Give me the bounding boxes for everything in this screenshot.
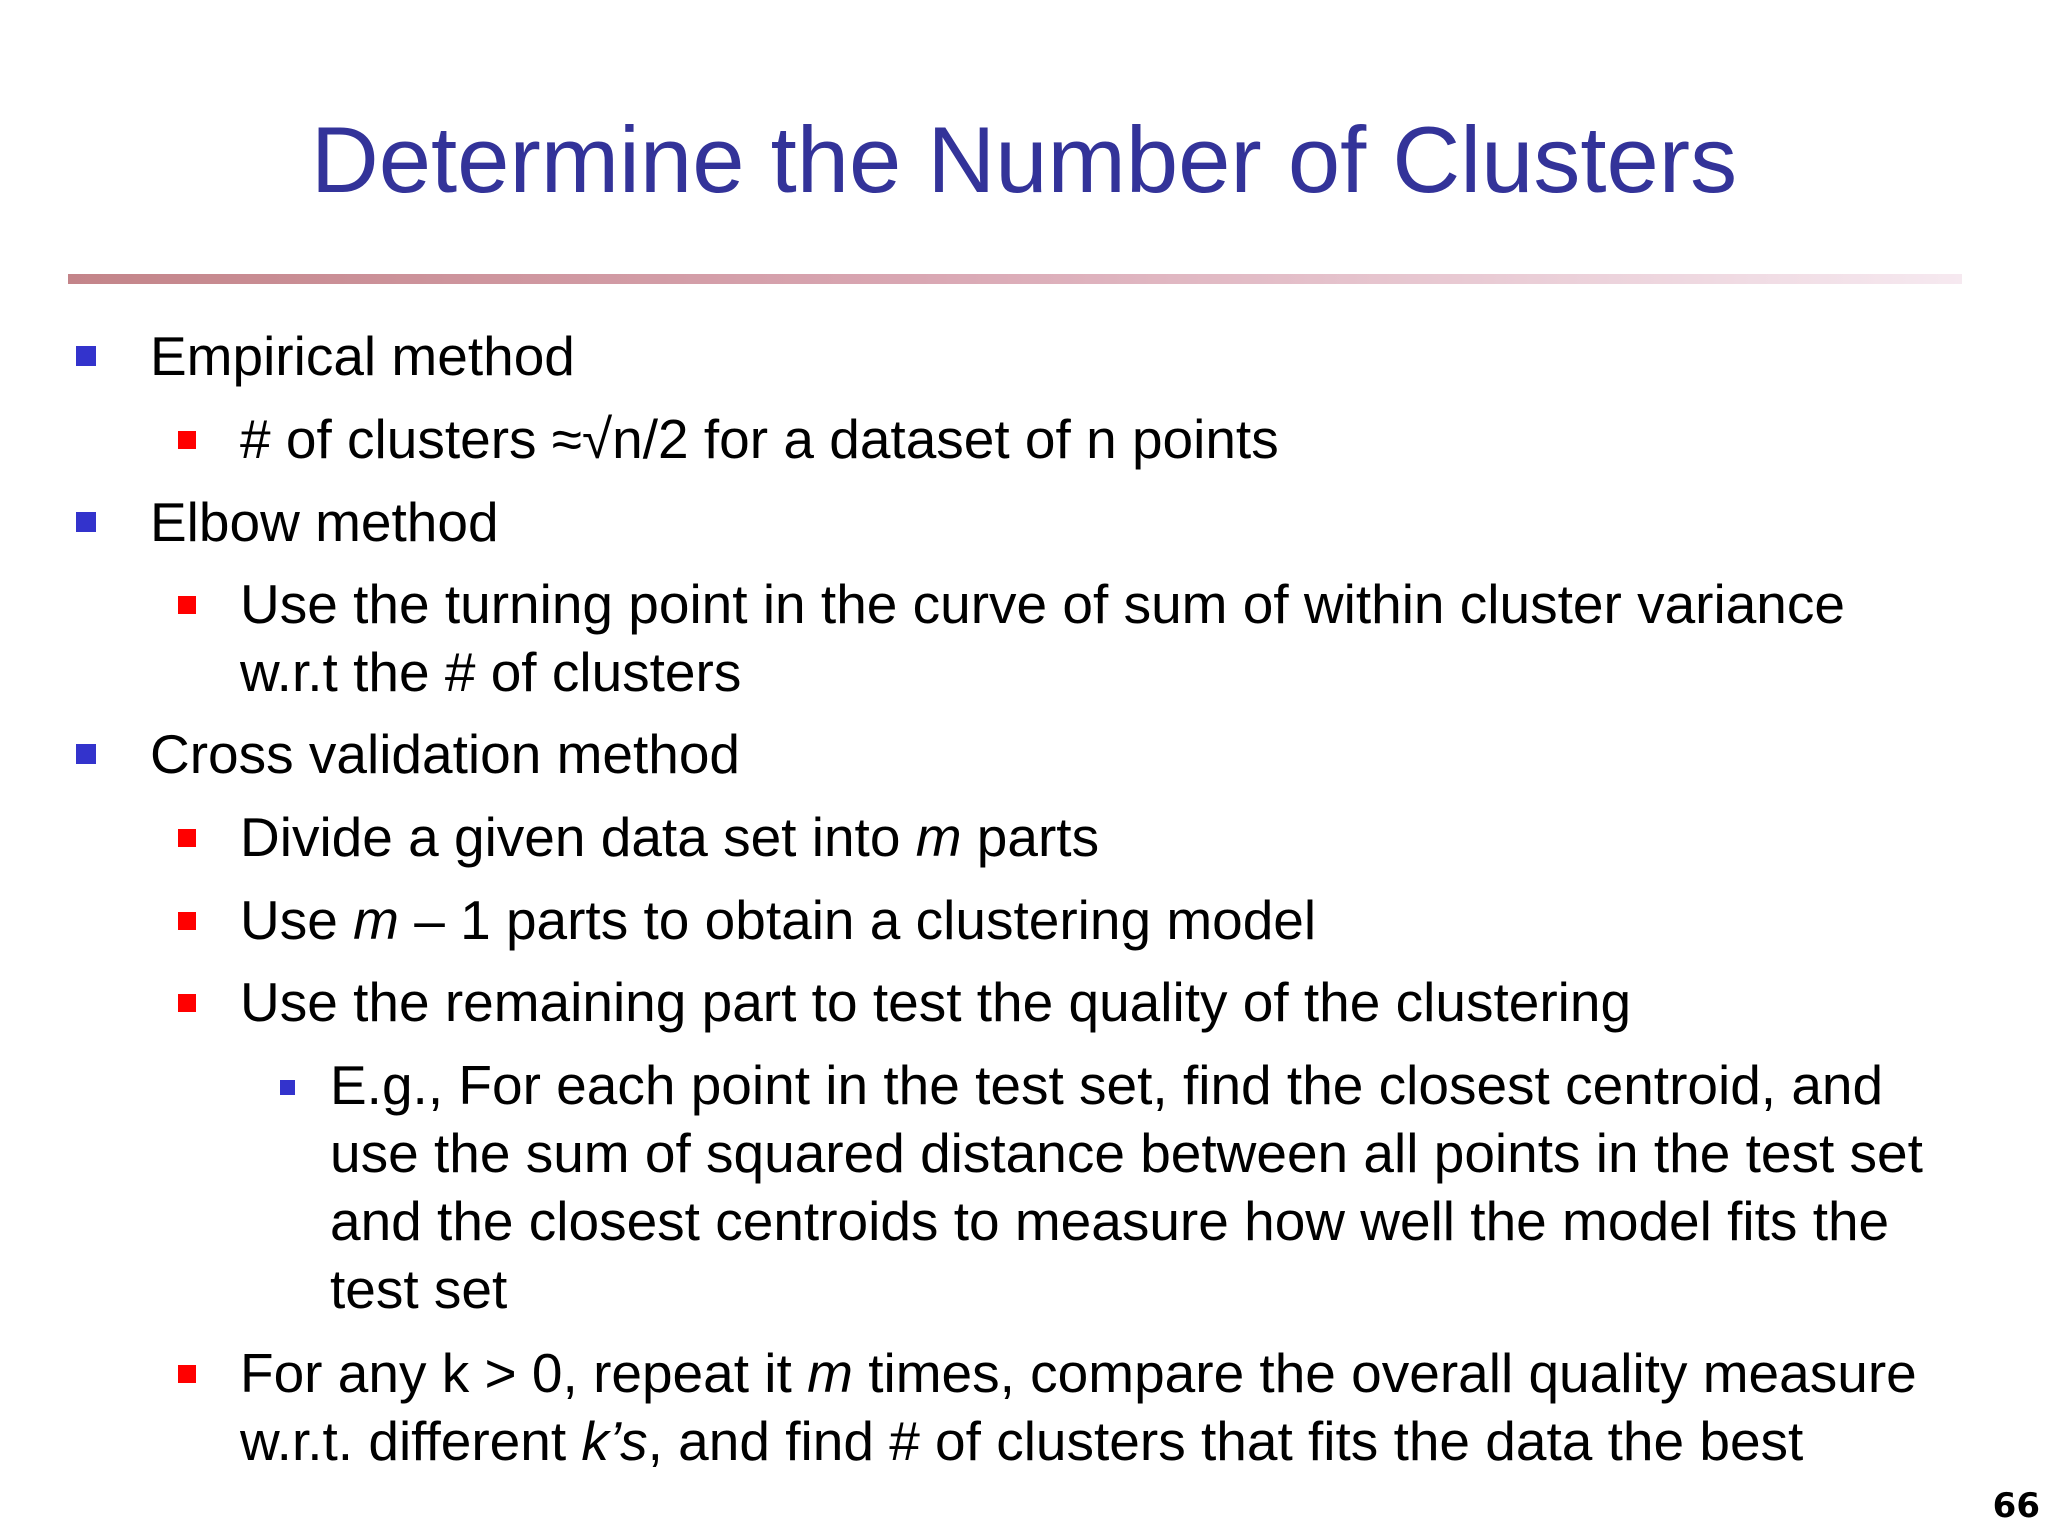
bullet-text-line1: E.g., For each point in the test set, find the closest centroid, and [330,1054,1884,1116]
bullet-text-line2: w.r.t the # of clusters [240,641,742,703]
bullet-text-line2: use the sum of squared distance between all points in the test set [330,1122,1923,1184]
bullet-text-line4: test set [330,1258,508,1320]
square-bullet-icon [178,912,196,930]
bullet-text: Use m – 1 parts to obtain a clustering model [240,889,1317,951]
square-bullet-icon [280,1080,295,1095]
square-bullet-icon [76,512,96,532]
square-bullet-icon [178,1365,196,1383]
square-bullet-icon [178,431,196,449]
square-bullet-icon [76,346,96,366]
bullet-text-line3: and the closest centroids to measure how well the model fits the [330,1190,1890,1252]
square-bullet-icon [178,994,196,1012]
page-number: 66 [1992,1486,2040,1526]
square-bullet-icon [76,744,96,764]
bullet-text-line1: Use the turning point in the curve of sum of within cluster variance [240,573,1845,635]
square-bullet-icon [178,829,196,847]
bullet-text: Use the remaining part to test the quality of the clustering [240,971,1632,1033]
bullet-text: Divide a given data set into m parts [240,806,1100,868]
slide-title: Determine the Number of Clusters [310,107,1738,212]
bullet-text-line2: w.r.t. different k’s, and find # of clusters that fits the data the best [240,1410,1804,1472]
square-bullet-icon [178,596,196,614]
bullet-text: Cross validation method [150,723,741,785]
bullet-text: # of clusters ≈√n/2 for a dataset of n points [240,408,1279,470]
bullet-text: Empirical method [150,325,575,387]
bullet-text-line1: For any k > 0, repeat it m times, compare the overall quality measure [240,1342,1917,1404]
bullet-text: Elbow method [150,491,499,553]
title-divider [68,274,1962,284]
